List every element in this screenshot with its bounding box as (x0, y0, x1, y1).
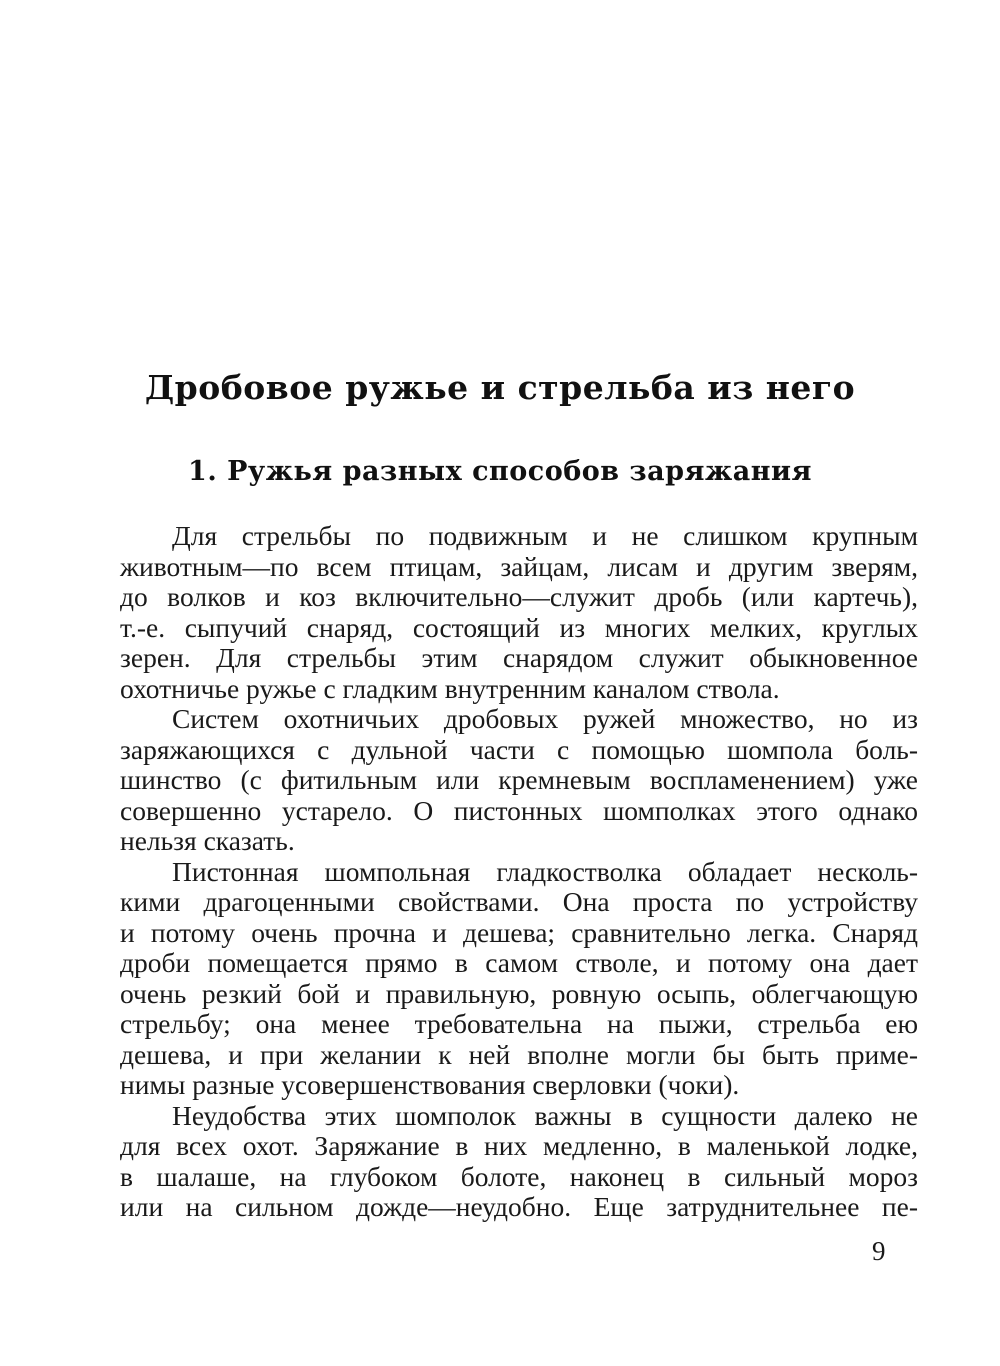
text-line: стрельбу; она менее требовательна на пыжи, стрельба ею (120, 1008, 918, 1039)
text-line: Пистонная шомпольная гладкостволка обладает несколь- (172, 855, 918, 887)
text-line: животным—по всем птицам, зайцам, лисам и другим зверям, (120, 550, 918, 582)
paragraph (120, 521, 918, 704)
text-line: зерен. Для стрельбы этим снарядом служит обыкновенное (120, 642, 918, 673)
text-line: Для стрельбы по подвижным и не слишком крупным (172, 520, 918, 551)
text-line: дроби помещается прямо в самом стволе, и потому она дает (120, 947, 918, 978)
text-line: шинство (с фитильным или кремневым воспламенением) уже (120, 764, 918, 795)
chapter-title: Дробовое ружье и стрельба из него (144, 368, 856, 407)
paragraph (120, 704, 918, 857)
text-line: охотничье ружье с гладким внутренним каналом ствола. (120, 672, 780, 704)
section-title: 1. Ружья разных способов заряжания (188, 456, 812, 487)
paragraph (120, 1101, 918, 1223)
text-line: нельзя сказать. (120, 825, 295, 856)
text-line: совершенно устарело. О пистонных шомполках этого однако (120, 794, 918, 826)
text-line: кими драгоценными свойствами. Она проста по устройству (120, 886, 918, 917)
text-line: заряжающихся с дульной части с помощью шомпола боль- (120, 733, 918, 765)
text-line: до волков и коз включительно—служит дробь (или картечь), (120, 581, 918, 612)
page-number: 9 (872, 1236, 886, 1266)
text-line: Систем охотничьих дробовых ружей множество, но из (172, 703, 918, 734)
text-line: дешева, и при желании к ней вполне могли бы быть приме- (120, 1038, 918, 1070)
text-line: Неудобства этих шомполок важны в сущности далеко не (172, 1099, 918, 1131)
text-line: для всех охот. Заряжание в них медленно, в маленькой лодке, (120, 1130, 918, 1161)
text-line: нимы разные усовершенствования сверловки (чоки). (120, 1069, 740, 1100)
text-line: и потому очень прочна и дешева; сравнительно легка. Снаряд (120, 916, 918, 948)
text-line: т.-е. сыпучий снаряд, состоящий из многих мелких, круглых (120, 611, 918, 643)
text-line: в шалаше, на глубоком болоте, наконец в сильный мороз (120, 1160, 918, 1192)
text-line: или на сильном дожде—неудобно. Еще затруднительнее пе- (120, 1191, 918, 1222)
text-line: очень резкий бой и правильную, ровную осыпь, облегчающую (120, 977, 918, 1009)
paragraph (120, 857, 918, 1101)
body-text (120, 521, 918, 1223)
